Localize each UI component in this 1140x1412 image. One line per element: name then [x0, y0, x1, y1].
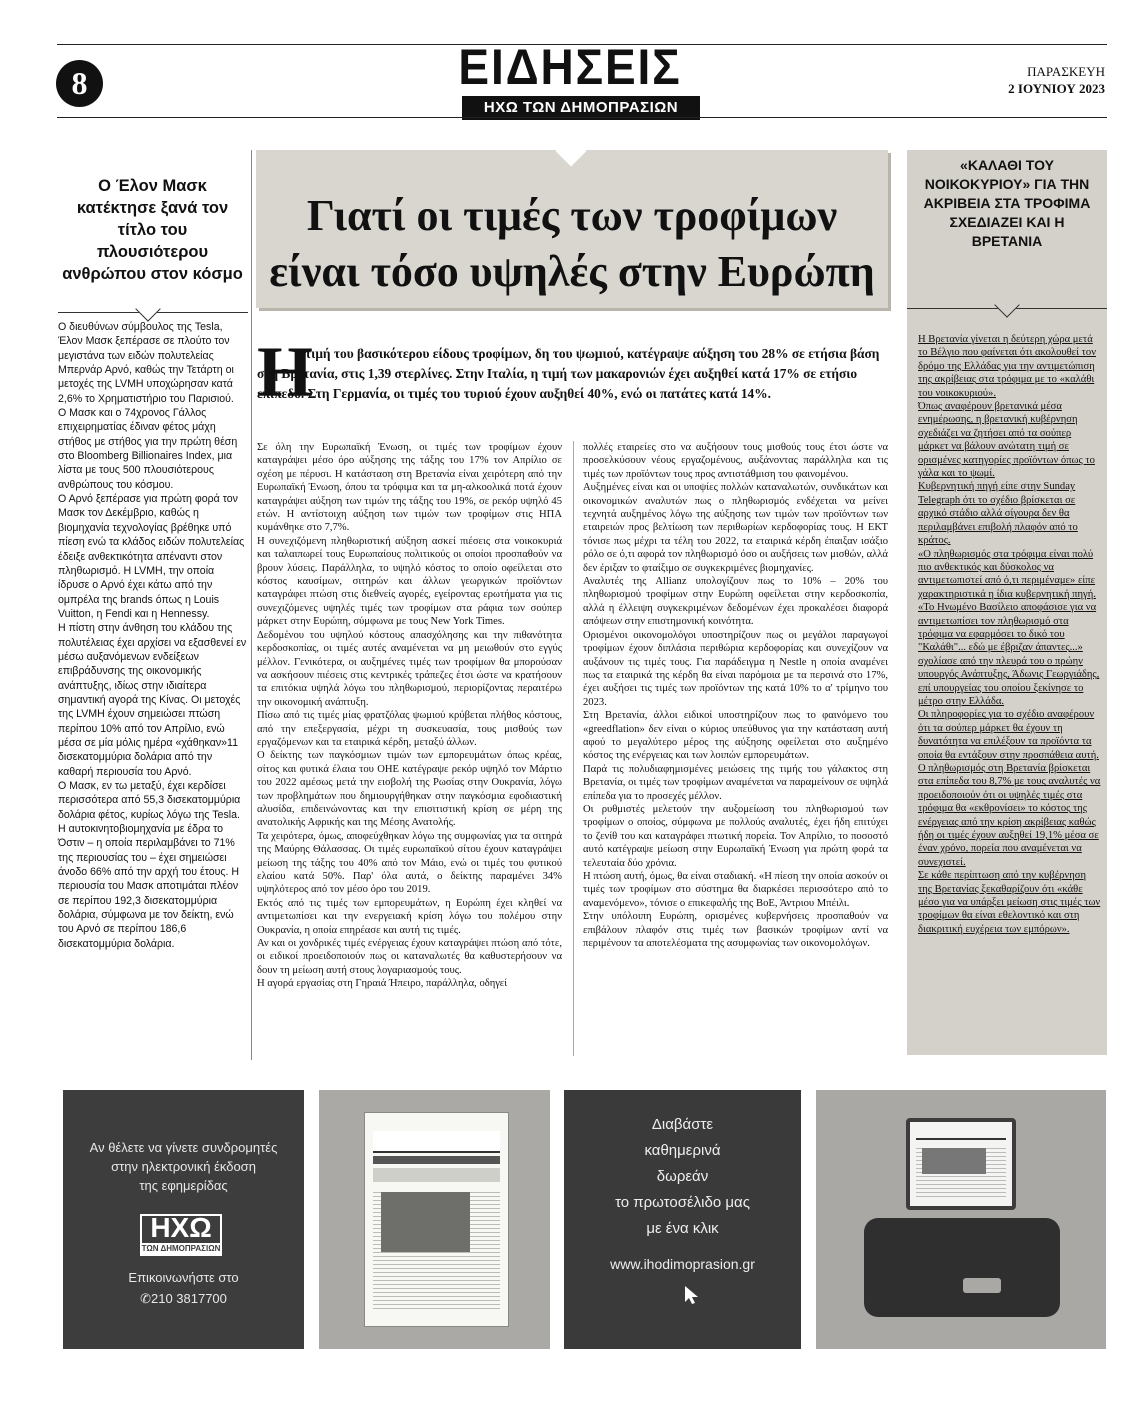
phone-number[interactable]: ✆210 3817700	[140, 1291, 227, 1306]
paragraph: Η Βρετανία γίνεται η δεύτερη χώρα μετά το Βέλγιο που φαίνεται ότι ακολουθεί τον δρόμο της Ελλάδας για την αντιμετώπιση της ακρίβειας στα τρόφιμα με το «καλάθι του νοικοκυριού».	[918, 334, 1096, 399]
read-line-1: Διαβάστε	[651, 1116, 714, 1133]
thumb-headline	[373, 1168, 500, 1182]
paragraph: Η αγορά εργασίας στη Γηραιά Ήπειρο, παράλληλα, οδηγεί	[257, 978, 508, 990]
paragraph: Στη Βρετανία, άλλοι ειδικοί υποστηρίζουν πως το φαινόμενο του «greedflation» δεν είναι ο κύριος υπεύθυνος για την κατάσταση αυτή αφού το μεγαλύτερο μέρος της αύξησης οφείλεται στο αυξημένο κόστος της ενέργειας και των λοιπών εμπορευμάτων.	[583, 710, 888, 762]
frontpage-text	[564, 1112, 801, 1242]
column-divider	[251, 150, 252, 1060]
read-line-3: δωρεάν	[656, 1168, 709, 1185]
thumb-text	[373, 1192, 500, 1312]
paragraph: Αναλυτές της Allianz υπολογίζουν πως το 10% – 20% του πληθωρισμού τροφίμων στην Ευρώπη οφείλεται στην κερδοσκοπία, αλλά η έλλειψη συγκεκριμένων δεδομένων έχει προκαλέσει διαφορά απόψεων στην επιστημονική κοινότητα.	[583, 576, 888, 628]
paragraph: «Ο πληθωρισμός στα τρόφιμα είναι πολύ πιο ανθεκτικός και δύσκολος να αντιμετωπιστεί από ό,τι περιμέναμε» είπε χαρακτηριστικά η ίδια κυβερνητική πηγή.	[918, 548, 1096, 600]
masthead: ΕΙΔΗΣΕΙΣ	[458, 39, 682, 95]
dateline-date: 2 ΙΟΥΝΙΟΥ 2023	[1008, 81, 1105, 96]
read-line-4: το πρωτοσέλιδο μας	[615, 1194, 750, 1211]
paragraph: Τα χειρότερα, όμως, αποφεύχθηκαν λόγω της συμφωνίας για τα σιτηρά της Μαύρης Θάλασσας. Οι τιμές ευρωπαϊκού σίτου έχουν καταγράψει μείωση της τάξης του 40% από τον Μάιο, ενώ οι τιμές του φυτικού ελαίου κατά 50%. Παρ' όλα αυτά, ο δείκτης παραμένει 34% υψηλότερος από τον μέσο όρο του 2019.	[257, 830, 562, 896]
newspaper-thumbnail	[364, 1112, 509, 1327]
paragraph: Οι ρυθμιστές μελετούν την αυξομείωση του πληθωρισμού των τροφίμων ο οποίος, σύμφωνα με πολλούς αναλυτές, έχει ήδη επιτύχει το ζενίθ του και καταγράφει πτωτική πορεία. Τον Απρίλιο, το ποσοστό αυτό κατέγραψε μείωση στην Ευρωπαϊκή Ένωση για πρώτη φορά τα τελευταία δύο χρόνια.	[583, 803, 888, 869]
subscription-text	[63, 1138, 304, 1195]
article-column-2	[583, 441, 888, 950]
paragraph: πολλές εταιρείες στο να αυξήσουν τους μισθούς τους έτσι ώστε να προσελκύσουν νέους εργαζομένους, αυξάνοντας παράλληλα και τις τιμές των προϊόντων τους προς αντιστάθμιση του φαινομένου.	[583, 442, 888, 480]
paragraph: Η πίστη στην άνθηση του κλάδου της πολυτέλειας έχει αρχίσει να εξασθενεί εν μέσω αυξανόμενων ενδείξεων επιβράδυνσης της οικονομικής ανάπτυξης, ιδίως στην ιδιαίτερα σημαντική αγορά της Κίνας. Οι μετοχές της LVMH έχουν σημειώσει πτώση περίπου 10% από τον Απρίλιο, ενώ μέσα σε μία μόλις ημέρα «χάθηκαν»11 δισεκατομμύρια δολάρια από την καθαρή περιουσία του Αρνό.	[58, 622, 247, 778]
drop-cap: Η	[257, 332, 314, 412]
article-lead: τιμή του βασικότερου είδους τροφίμων, δη του ψωμιού, κατέγραψε αύξηση του 28% σε ετήσια βάση στη Βρετανία, στις 1,39 στερλίνες. Στην Ιταλία, η τιμή των μακαρονιών έχει αυξηθεί κατά 17% σε ετήσιο επίπεδο. Στη Γερμανία, οι τιμές του τυριού έχουν αυξηθεί 40%, ενώ οι πατάτες κατά 14%.	[257, 346, 880, 401]
paragraph: Πίσω από τις τιμές μίας φρατζόλας ψωμιού κρύβεται πλήθος κόστους, από την επεξεργασία, μέχρι τη συσκευασία, τους μισθούς των εργαζόμενων και τα εταιρικά κέρδη, μεταξύ άλλων.	[257, 710, 562, 748]
sub-line-1: Αν θέλετε να γίνετε συνδρομητές	[89, 1140, 278, 1155]
chevron-down-icon	[135, 296, 160, 321]
phone-icon: ✆	[140, 1291, 151, 1306]
cursor-icon	[683, 1284, 703, 1306]
title-line-1: Γιατί οι τιμές των τροφίμων	[306, 191, 838, 240]
laptop-trackpad	[963, 1278, 1001, 1293]
paragraph: «Το Ηνωμένο Βασίλειο αποφάσισε για να αντιμετωπίσει τον πληθωρισμό στα τρόφιμα να εφαρμόσει το δικό του "Καλάθι"... εδώ με έβριζαν άπαντες...» σχολίασε από την πλευρά του ο πρώην υπουργός Ανάπτυξης, Άδωνις Γεωργιάδης, επί υπουργείας του οποίου ξεκίνησε το μέτρο στην Ελλάδα.	[918, 602, 1100, 707]
thumb-bar	[373, 1156, 500, 1164]
paragraph: Ορισμένοι οικονομολόγοι υποστηρίζουν πως οι μεγάλοι παραγωγοί τροφίμων έχουν διπλάσια περιθώρια κερδοφορίας και συνεχίζουν να αυξάνουν τις τιμές τους. Για παράδειγμα η Nestle η οποία αναμένει πως τα εταιρικά της κέρδη θα είναι παρόμοια με τα περσινά στο 17%, έχει αυξήσει τις τιμές των προϊόντων της κατά 10% το α' τρίμηνο του 2023.	[583, 629, 888, 708]
paragraph: Ο πληθωρισμός στη Βρετανία βρίσκεται στα επίπεδα του 8,7% με τους αναλυτές να προειδοποιούν ότι οι υψηλές τιμές στα τρόφιμα θα «εκθρονίσει» το κόστος της ενέργειας από την κρίση ακρίβειας καθώς ήδη οι τιμές έχουν αυξηθεί 19,1% μέσα σε έναν χρόνο, πορεία που αναμένεται να συνεχιστεί.	[918, 763, 1101, 868]
masthead-subtitle: ΗΧΩ ΤΩΝ ΔΗΜΟΠΡΑΣΙΩΝ	[462, 96, 700, 120]
article-title	[256, 188, 888, 300]
paragraph: Στην υπόλοιπη Ευρώπη, ορισμένες κυβερνήσεις προσπαθούν να επιβάλουν πλαφόν στις τιμές των βασικών τροφίμων αντί να περιμένουν τα αποτελέσματα της ασυμφωνίας των οικονομολόγων.	[583, 911, 888, 950]
page-number: 8	[56, 60, 103, 107]
thumb-photo	[381, 1192, 470, 1252]
paragraph: Όπως αναφέρουν βρετανικά μέσα ενημέρωσης, η βρετανική κυβέρνηση σχεδιάζει να ζητήσει από τα σούπερ μάρκετ να βάλουν ανώτατη τιμή σε ορισμένες κατηγορίες προϊόντων όπως το γάλα και το ψωμί.	[918, 401, 1095, 480]
paragraph: Παρά τις πολυδιαφημισμένες μειώσεις της τιμής του γάλακτος στη Βρετανία, οι τιμές των τροφίμων αναμένεται να παραμείνουν σε υψηλά επίπεδα για το προσεχές μέλλον.	[583, 763, 888, 802]
paragraph: Σε όλη την Ευρωπαϊκή Ένωση, οι τιμές των τροφίμων έχουν καταγράψει μέσο όρο αύξησης της τάξης του 17% τον Απρίλιο σε σχέση με πέρυσι. Η κατάσταση στη Βρετανία είναι χειρότερη από την Ευρωπαϊκή Ένωση, όπου τα τρόφιμα και τα μη-αλκοολικά ποτά έχουν καταγράψει αύξηση των τιμών της τάξης του 19%, σε ρεκόρ υψηλό 45 ετών. Η αντίστοιχη αύξηση των τιμών των τροφίμων στις ΗΠΑ κυμάνθηκε στο 7,7%.	[257, 442, 562, 534]
column-divider	[573, 441, 574, 1056]
read-line-2: καθημερινά	[644, 1142, 721, 1159]
paragraph: Ο Αρνό ξεπέρασε για πρώτη φορά τον Μασκ τον Δεκέμβριο, καθώς η βιομηχανία τεχνολογίας βρέθηκε υπό πίεση ενώ τα κλάδος ειδών πολυτελείας έδειξε ανθεκτικότητα απέναντι στον πληθωρισμό. Η LVMH, την οποία ίδρυσε ο Αρνό έχει κάτω από την ομπρέλα της brands όπως η Louis Vuitton, η Fendi και η Hennessy.	[58, 493, 245, 620]
screen-masthead	[916, 1128, 1006, 1140]
sub-line-2: στην ηλεκτρονική έκδοση	[111, 1159, 256, 1174]
laptop-keyboard	[864, 1218, 1060, 1317]
paragraph: Κυβερνητική πηγή είπε στην Sunday Telegraph ότι το σχέδιο βρίσκεται σε αρχικό στάδιο αλλά σίγουρα δεν θα περιλαμβάνει επιβολή πλαφόν από το κράτος.	[918, 481, 1078, 547]
paragraph: Εκτός από τις τιμές των εμπορευμάτων, η Ευρώπη έχει κληθεί να αντιμετωπίσει και την ενεργειακή κρίση λόγω του πολέμου στην Ουκρανία, η οποία επηρέασε και αυτή τις τιμές.	[257, 897, 562, 936]
paragraph: Ο διευθύνων σύμβουλος της Tesla, Έλον Μασκ ξεπέρασε σε πλούτο τον μεγιστάνα των ειδών πολυτελείας Μπερνάρ Αρνό, καθώς την Τετάρτη οι μετοχές της LVMH υποχώρησαν κατά 2,6% το Χρηματιστήριο του Παρισιού.	[58, 321, 234, 405]
newspaper-logo: ΗΧΩ	[150, 1212, 212, 1243]
sub-line-3: της εφημερίδας	[139, 1178, 228, 1193]
left-article-body	[58, 320, 248, 951]
thumb-masthead	[373, 1131, 500, 1153]
paragraph: Οι πληροφορίες για το σχέδιο αναφέρουν ότι τα σούπερ μάρκετ θα έχουν τη δυνατότητα να επιλέξουν τα προϊόντα τα οποία θα εντάξουν στην προσπάθεια αυτή.	[918, 709, 1099, 761]
paragraph: Ο Μασκ, εν τω μεταξύ, έχει κερδίσει περισσότερα από 55,3 δισεκατομμύρια δολάρια φέτος, κυρίως λόγω της Tesla. Η αυτοκινητοβιομηχανία με έδρα το Όστιν – η οποία περιλαμβάνει το 71% της περιουσίας του – έχει σημειώσει άνοδο 66% από την αρχή του έτους. Η περιουσία του Μασκ αποτιμάται πλέον σε περίπου 192,3 δισεκατομμύρια δολάρια, σύμφωνα με τον δείκτη, ενώ του Αρνό σε περίπου 186,6 δισεκατομμύρια δολάρια.	[58, 780, 241, 950]
right-headline: «ΚΑΛΑΘΙ ΤΟΥ ΝΟΙΚΟΚΥΡΙΟΥ» ΓΙΑ ΤΗΝ ΑΚΡΙΒΕΙΑ ΣΤΑ ΤΡΟΦΙΜΑ ΣΧΕΔΙΑΖΕΙ ΚΑΙ Η ΒΡΕΤΑΝΙΑ	[923, 157, 1091, 249]
dateline-day: ΠΑΡΑΣΚΕΥΗ	[1027, 64, 1105, 79]
paragraph: Ο δείκτης των παγκόσμιων τιμών των εμπορευμάτων όπως κρέας, σίτος και φυτικά έλαια του ΟΗΕ κατέγραψε ρεκόρ υψηλό τον Μάρτιο του 2022 αμέσως μετά την εισβολή της Ρωσίας στην Ουκρανία, λόγω των προβλημάτων που δημιουργήθηκαν στην παγκόσμια εφοδιαστική αλυσίδα, επιδεινώνοντας και την επισιτιστική κρίση σε μέρη της ανατολικής Αφρικής και της Μέσης Ανατολής.	[257, 750, 562, 829]
paragraph: Η πτώση αυτή, όμως, θα είναι σταδιακή. «Η πίεση την οποία ασκούν οι τιμές των τροφίμων στο σύστημα θα διαρκέσει περισσότερο από το αναμενόμενο», τόνισε ο επικεφαλής της ΒοΕ, Άντριου Μπέιλι.	[583, 871, 888, 909]
paragraph: Ο Μασκ και ο 74χρονος Γάλλος επιχειρηματίας έδιναν φέτος μάχη στήθος με στήθος για την πρώτη θέση στο Bloomberg Billionaires Index, μια λίστα με τους 500 πλουσιότερους ανθρώπους του κόσμου.	[58, 407, 238, 491]
left-headline: Ο Έλον Μασκ κατέκτησε ξανά τον τίτλο του πλουσιότερου ανθρώπου στον κόσμο	[62, 177, 243, 283]
contact-label: Επικοινωνήστε στο	[128, 1270, 239, 1285]
screen-text	[916, 1148, 1006, 1200]
article-column-1	[257, 441, 562, 991]
paragraph: Αν και οι χονδρικές τιμές ενέργειας έχουν καταγράψει πτώση από τότε, οι ειδικοί προειδοποιούν πως οι καταναλωτές θα καθυστερήσουν να δουν τη μείωση αυτή στους λογαριασμούς τους.	[257, 938, 562, 976]
title-line-2: είναι τόσο υψηλές στην Ευρώπη	[269, 247, 875, 296]
laptop-screen	[906, 1118, 1016, 1210]
paragraph: Η συνεχιζόμενη πληθωριστική αύξηση ασκεί πιέσεις στα νοικοκυριά και ταλαιπωρεί τους Ευρωπαίους πολιτικούς οι οποίοι προσπαθούν να βρουν λύσεις. Παράλληλα, το υψηλό κόστος το οποίο οφείλεται στο κόστος καυσίμων, σιτηρών και άλλων γεωργικών προϊόντων καταγράφει πτώση στις διεθνείς αγορές, εγείροντας ερωτήματα για τις συνεχιζόμενες υψηλές τιμές των τροφίμων στα ράφια των σούπερ μάρκετ στην Ευρώπη, σύμφωνα με τους New York Times.	[257, 535, 562, 628]
paragraph: Δεδομένου του υψηλού κόστους απασχόλησης και την πιθανότητα κερδοσκοπίας, οι τιμές αυτές αναμένεται να μη μειωθούν στο εγγύς μέλλον. Γενικότερα, οι αυξημένες τιμές των τροφίμων θα μπορούσαν να ασκήσουν πιέσεις στις κεντρικές τράπεζες έτσι ώστε να κρατήσουν τα επιτόκια υψηλά λόγω του πληθωρισμού, περιορίζοντας περαιτέρω την οικονομική ανάπτυξη.	[257, 629, 562, 708]
screen-photo	[922, 1148, 986, 1174]
header-rule	[57, 117, 1107, 118]
right-article-body	[918, 333, 1101, 936]
dateline	[960, 63, 1105, 97]
website-link[interactable]: www.ihodimoprasion.gr	[610, 1256, 755, 1272]
read-line-5: με ένα κλικ	[646, 1220, 719, 1237]
paragraph: Σε κάθε περίπτωση από την κυβέρνηση της Βρετανίας ξεκαθαρίζουν ότι «κάθε μέσο για να υπάρξει μείωση στις τιμές των τροφίμων θα είναι εθελοντικό και στη διακριτική ευχέρεια των εμπόρων».	[918, 870, 1101, 935]
paragraph: Αυξημένες είναι και οι υποψίες πολλών καταναλωτών, συνδικάτων και οικονομικών αναλυτών πως ο πληθωρισμός ενδέχεται να μείνει τεχνητά αυξημένος λόγω της αύξησης των τιμών των προϊόντων των εταιρειών προς βελτίωση των περιθωρίων κερδοφορίας τους. Η ΕΚΤ τόνισε πως μέχρι τα τέλη του 2022, τα εταιρικά κέρδη έπαιξαν ισάξιο ρόλο σε ό,τι αφορά τον πληθωρισμό όσο οι αυξήσεις των μισθών, αλλά δεν έριξαν το φταίξιμο σε συγκεκριμένες βιομηχανίες.	[583, 482, 888, 574]
contact-info	[63, 1267, 304, 1309]
newspaper-logo-sub: ΤΩΝ ΔΗΜΟΠΡΑΣΙΩΝ	[141, 1244, 221, 1253]
